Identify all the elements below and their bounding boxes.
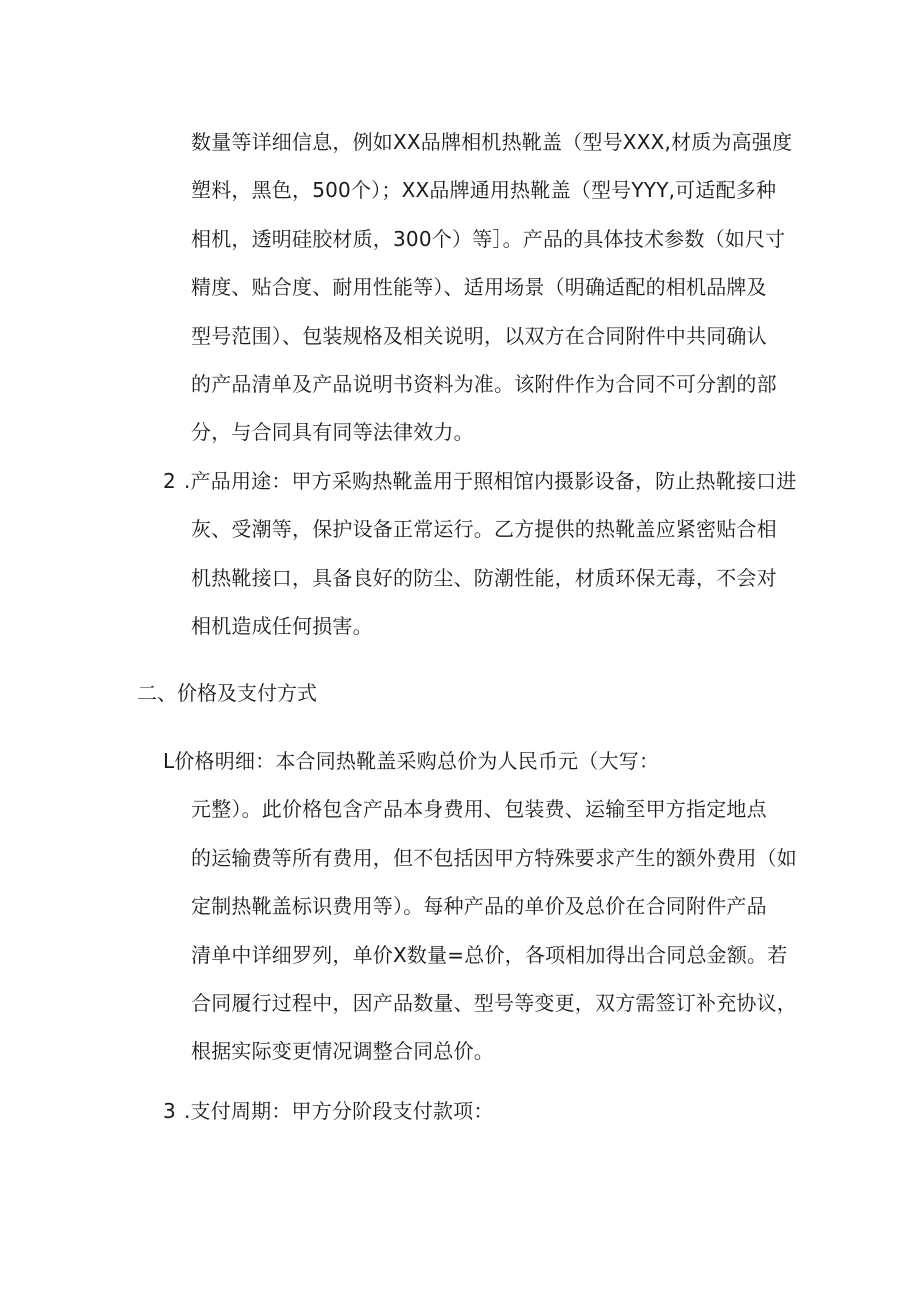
paragraph-line: 元整）。此价格包含产品本身费用、包装费、运输至甲方指定地点 [191,797,767,821]
paragraph-line: 的运输费等所有费用，但不包括因甲方特殊要求产生的额外费用（如 [191,846,797,870]
paragraph-line: 清单中详细罗列，单价X数量=总价，各项相加得出合同总金额。若 [191,943,788,967]
paragraph-line: 分，与合同具有同等法律效力。 [191,420,474,444]
item-number: 3 [163,1099,176,1123]
paragraph-line: .产品用途：甲方采购热靴盖用于照相馆内摄影设备，防止热靴接口进 [184,469,797,493]
paragraph-line: 数量等详细信息，例如XX品牌相机热靴盖（型号XXX,材质为高强度 [191,130,793,154]
paragraph-line: .支付周期：甲方分阶段支付款项： [184,1099,494,1123]
paragraph-line: 的产品清单及产品说明书资料为准。该附件作为合同不可分割的部 [191,372,777,396]
paragraph-line: 根据实际变更情况调整合同总价。 [191,1039,494,1063]
paragraph-line: 塑料，黑色，500个）；XX品牌通用热靴盖（型号YYY,可适配多种 [191,178,777,202]
paragraph-line: L价格明细：本合同热靴盖采购总价为人民币元（大写： [163,749,660,773]
paragraph-line: 相机，透明硅胶材质，300个）等］。产品的具体技术参数（如尺寸 [191,227,786,251]
paragraph-line: 机热靴接口，具备良好的防尘、防潮性能，材质环保无毒，不会对 [191,566,777,590]
paragraph-line: 精度、贴合度、耐用性能等）、适用场景（明确适配的相机品牌及 [191,275,767,299]
item-number: 2 [163,469,176,493]
section-heading: 二、价格及支付方式 [137,681,317,705]
paragraph-line: 相机造成任何损害。 [191,614,373,638]
paragraph-line: 定制热靴盖标识费用等）。每种产品的单价及总价在合同附件产品 [191,894,767,918]
paragraph-line: 型号范围）、包装规格及相关说明，以双方在合同附件中共同确认 [191,324,767,348]
paragraph-line: 合同履行过程中，因产品数量、型号等变更，双方需签订补充协议， [191,991,797,1015]
paragraph-line: 灰、受潮等，保护设备正常运行。乙方提供的热靴盖应紧密贴合相 [191,517,777,541]
